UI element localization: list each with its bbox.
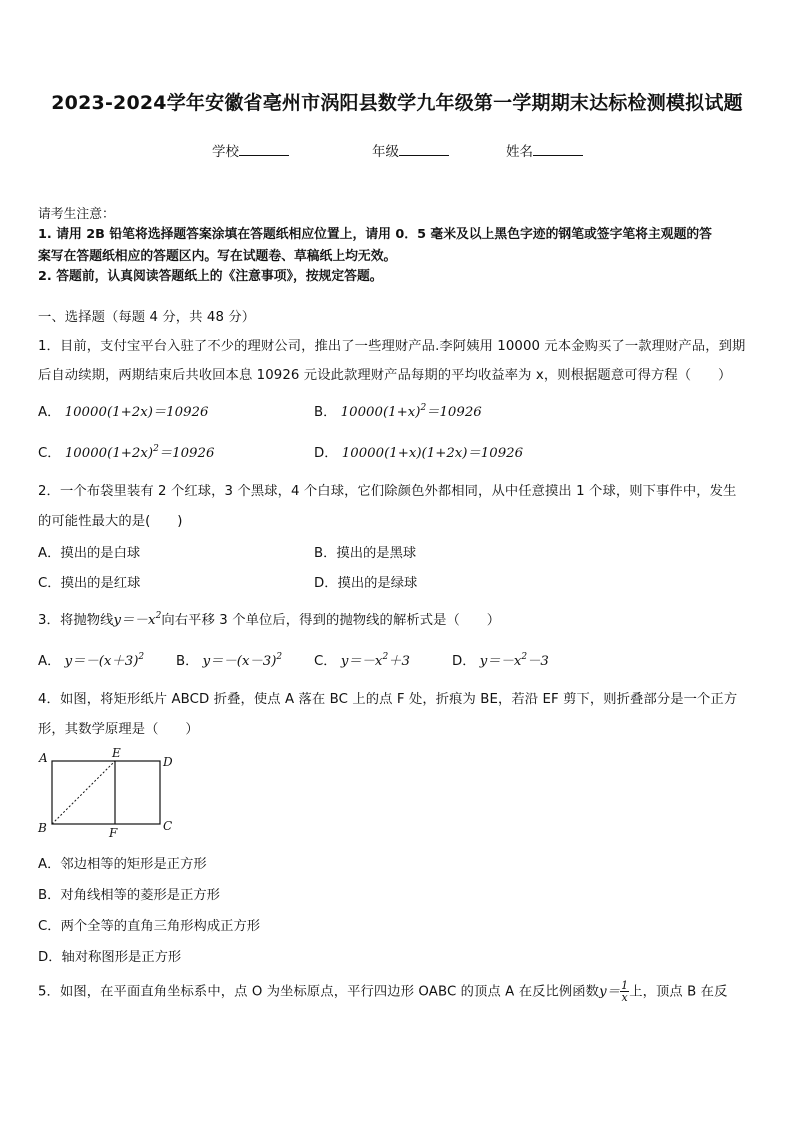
q2-option-c: C．摸出的是红球 [38,576,141,591]
q2-option-a: A．摸出的是白球 [38,546,141,561]
school-blank [239,143,289,156]
q2-line-1: 2．一个布袋里装有 2 个红球，3 个黑球，4 个白球，它们除颜色外都相同，从中任意摸出 1 个球，则下事件中，发生 [38,484,737,499]
rectangle-fold-figure [30,742,190,840]
q5-line-1: 5．如图，在平面直角坐标系中，点 O 为坐标原点，平行四边形 OABC 的顶点 A 在反比例函数y＝ $\frac{1}{x}$ 上，顶点 B 在反 [38,979,728,1004]
q1-option-a: A． 10000(1+2x)＝10926 [38,405,209,420]
q3-option-d: D． $y=-x^2-3$ [452,652,549,669]
q4-option-c: C．两个全等的直角三角形构成正方形 [38,919,261,934]
label-a: A [39,751,48,765]
q2-option-b: B．摸出的是黑球 [314,546,417,561]
q1-option-d: D． 10000(1+x)(1+2x)＝10926 [314,446,524,461]
q4-option-d: D．轴对称图形是正方形 [38,950,182,965]
q1-line-1: 1．目前，支付宝平台入驻了不少的理财公司，推出了一些理财产品.李阿姨用 10000 元本金购买了一款理财产品，到期 [38,339,746,354]
q4-line-2: 形，其数学原理是（ ） [38,722,199,737]
q2-line-2: 的可能性最大的是( ) [38,514,183,529]
label-f: F [109,826,118,840]
name-label: 姓名 [506,144,533,160]
q1-option-c: C． $10000(1+2x)^2=10926$ [38,444,215,461]
crease-be [52,761,115,824]
notice-heading: 请考生注意： [38,207,115,222]
page-title: 2023-2024学年安徽省亳州市涡阳县数学九年级第一学期期末达标检测模拟试题 [51,92,743,114]
q3-option-a: A． $y=-(x+3)^2$ [38,652,145,669]
q4-option-b: B．对角线相等的菱形是正方形 [38,888,220,903]
q1-option-b: B． $10000(1+x)^2=10926$ [314,403,482,420]
q3-stem: 3．将抛物线$y=-x^2$向右平移 3 个单位后，得到的抛物线的解析式是（ ） [38,611,501,628]
name-field [506,140,583,160]
label-b: B [38,821,47,835]
q3-option-b: B． $y=-(x-3)^2$ [176,652,283,669]
label-e: E [112,746,121,760]
label-c: C [163,819,173,833]
school-field [212,140,289,160]
name-blank [533,143,583,156]
notice-item-1-line-2: 案写在答题纸相应的答题区内。写在试题卷、草稿纸上均无效。 [38,249,397,264]
grade-blank [399,143,449,156]
fraction-1-over-x: $\frac{1}{x}$ [621,979,629,1004]
notice-item-1-line-1: 1. 请用 2B 铅笔将选择题答案涂填在答题纸相应位置上，请用 0．5 毫米及以上黑色字迹的钢笔或签字笔将主观题的答 [38,227,712,242]
grade-field [372,140,449,160]
school-label: 学校 [212,144,239,160]
q4-option-a: A．邻边相等的矩形是正方形 [38,857,207,872]
grade-label: 年级 [372,144,399,160]
q4-line-1: 4．如图，将矩形纸片 ABCD 折叠，使点 A 落在 BC 上的点 F 处，折痕为 BE，若沿 EF 剪下，则折叠部分是一个正方 [38,692,738,707]
label-d: D [163,755,173,769]
notice-item-2: 2. 答题前，认真阅读答题纸上的《注意事项》，按规定答题。 [38,269,383,284]
section-heading: 一、选择题（每题 4 分，共 48 分） [38,310,256,325]
q3-option-c: C． $y=-x^2+3$ [314,652,410,669]
q1-line-2: 后自动续期，两期结束后共收回本息 10926 元设此款理财产品每期的平均收益率为 x，则根据题意可得方程（ ） [38,368,732,383]
q2-option-d: D．摸出的是绿球 [314,576,418,591]
